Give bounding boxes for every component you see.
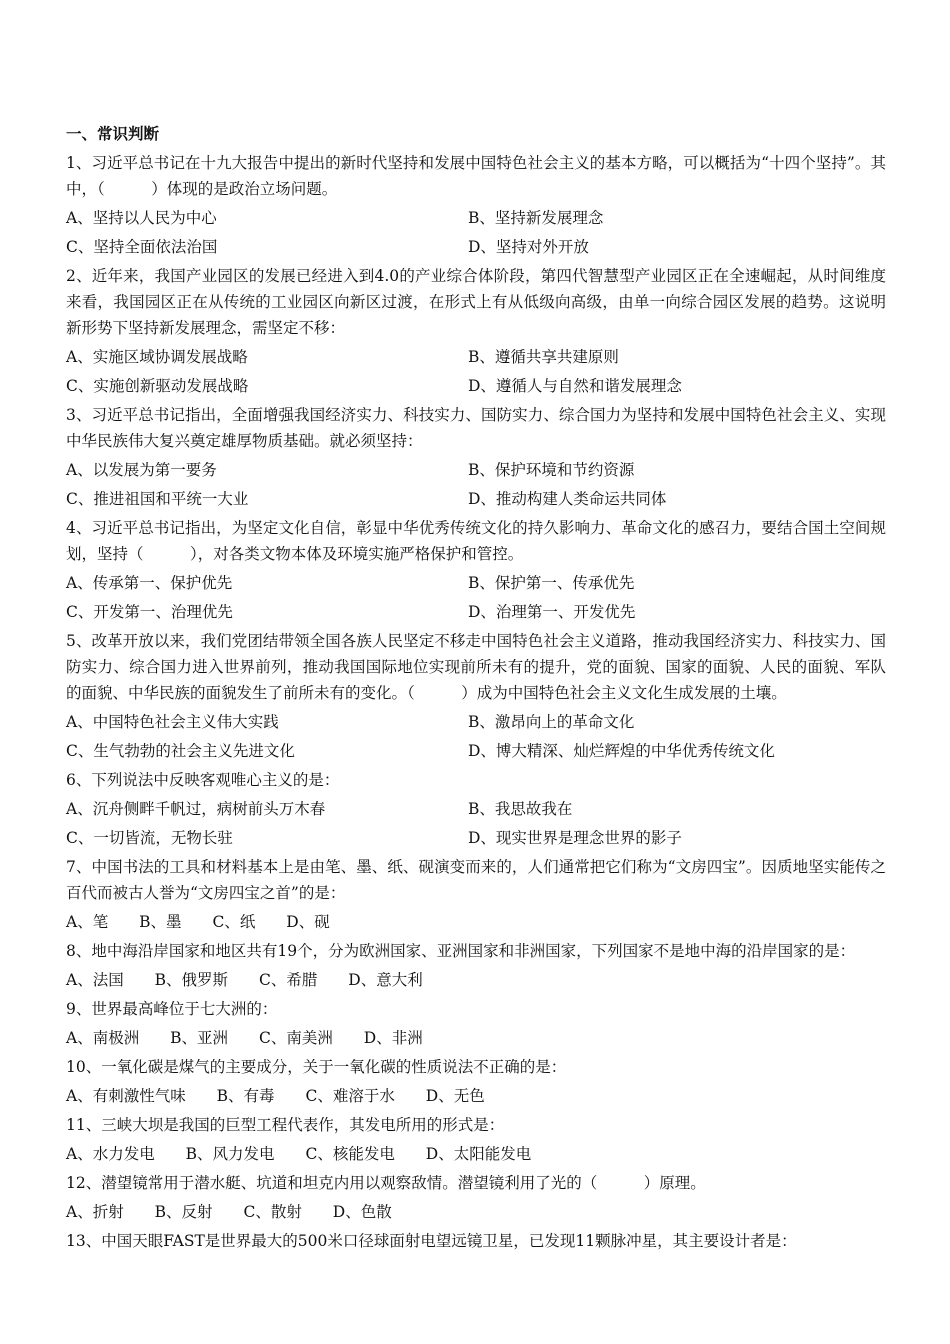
option-a: A、有刺激性气味 bbox=[66, 1087, 186, 1105]
option-c: C、难溶于水 bbox=[305, 1087, 395, 1105]
option-b: B、俄罗斯 bbox=[154, 971, 229, 989]
question-stem: 3、习近平总书记指出，全面增强我国经济实力、科技实力、国防实力、综合国力为坚持和发展中国特色社会主义、实现中华民族伟大复兴奠定雄厚物质基础。就必须坚持： bbox=[66, 406, 886, 450]
question-12 bbox=[66, 1170, 886, 1225]
question-4 bbox=[66, 515, 886, 625]
question-stem: 2、近年来，我国产业园区的发展已经进入到4.0的产业综合体阶段，第四代智慧型产业园区正在全速崛起，从时间维度来看，我国园区正在从传统的工业园区向新区过渡，在形式上有从低级向高级，由单一向综合园区发展的趋势。这说明新形势下坚持新发展理念，需坚定不移： bbox=[66, 267, 886, 337]
question-stem: 8、地中海沿岸国家和地区共有19个，分为欧洲国家、亚洲国家和非洲国家，下列国家不是地中海的沿岸国家的是： bbox=[66, 942, 856, 960]
option-c: C、实施创新驱动发展战略 bbox=[66, 377, 249, 395]
option-b: B、我思故我在 bbox=[468, 800, 573, 818]
option-c: C、坚持全面依法治国 bbox=[66, 238, 218, 256]
option-c: C、散射 bbox=[243, 1203, 302, 1221]
question-5 bbox=[66, 628, 886, 764]
options bbox=[66, 344, 886, 399]
option-b: B、保护环境和节约资源 bbox=[468, 461, 635, 479]
option-a: A、南极洲 bbox=[66, 1029, 140, 1047]
option-b: B、墨 bbox=[139, 913, 182, 931]
question-stem: 12、潜望镜常用于潜水艇、坑道和坦克内用以观察敌情。潜望镜利用了光的（ ）原理。 bbox=[66, 1174, 706, 1192]
question-stem: 11、三峡大坝是我国的巨型工程代表作，其发电所用的形式是： bbox=[66, 1116, 505, 1134]
option-a: A、笔 bbox=[66, 913, 109, 931]
question-8 bbox=[66, 938, 886, 993]
option-b: B、激昂向上的革命文化 bbox=[468, 713, 635, 731]
option-c: C、纸 bbox=[212, 913, 256, 931]
question-10 bbox=[66, 1054, 886, 1109]
option-d: D、非洲 bbox=[363, 1029, 423, 1047]
option-a: A、传承第一、保护优先 bbox=[66, 574, 233, 592]
option-a: A、折射 bbox=[66, 1203, 124, 1221]
options bbox=[66, 457, 886, 512]
option-b: B、保护第一、传承优先 bbox=[468, 574, 635, 592]
option-a: A、沉舟侧畔千帆过，病树前头万木春 bbox=[66, 800, 326, 818]
options bbox=[66, 570, 886, 625]
question-9 bbox=[66, 996, 886, 1051]
question-stem: 7、中国书法的工具和材料基本上是由笔、墨、纸、砚演变而来的，人们通常把它们称为“文房四宝”。因质地坚实能传之百代而被古人誉为“文房四宝之首”的是： bbox=[66, 858, 886, 902]
option-d: D、色散 bbox=[332, 1203, 392, 1221]
options bbox=[66, 909, 886, 935]
options bbox=[66, 1025, 886, 1051]
option-c: C、希腊 bbox=[258, 971, 318, 989]
option-b: B、风力发电 bbox=[185, 1145, 275, 1163]
question-stem: 1、习近平总书记在十九大报告中提出的新时代坚持和发展中国特色社会主义的基本方略，可以概括为“十四个坚持”。其中，（ ）体现的是政治立场问题。 bbox=[66, 154, 886, 198]
option-c: C、开发第一、治理优先 bbox=[66, 603, 233, 621]
option-d: D、博大精深、灿烂辉煌的中华优秀传统文化 bbox=[468, 742, 775, 760]
options bbox=[66, 1199, 886, 1225]
question-3 bbox=[66, 402, 886, 512]
options bbox=[66, 967, 886, 993]
question-2 bbox=[66, 263, 886, 399]
option-d: D、现实世界是理念世界的影子 bbox=[468, 829, 682, 847]
option-a: A、以发展为第一要务 bbox=[66, 461, 217, 479]
options bbox=[66, 709, 886, 764]
option-a: A、中国特色社会主义伟大实践 bbox=[66, 713, 279, 731]
option-c: C、核能发电 bbox=[305, 1145, 395, 1163]
question-stem: 6、下列说法中反映客观唯心主义的是： bbox=[66, 771, 340, 789]
question-7 bbox=[66, 854, 886, 935]
option-d: D、遵循人与自然和谐发展理念 bbox=[468, 377, 682, 395]
option-b: B、有毒 bbox=[216, 1087, 275, 1105]
question-11 bbox=[66, 1112, 886, 1167]
option-c: C、推进祖国和平统一大业 bbox=[66, 490, 249, 508]
option-d: D、砚 bbox=[286, 913, 330, 931]
option-d: D、太阳能发电 bbox=[425, 1145, 532, 1163]
options bbox=[66, 205, 886, 260]
option-b: B、遵循共享共建原则 bbox=[468, 348, 619, 366]
option-b: B、反射 bbox=[154, 1203, 213, 1221]
section-title: 一、常识判断 bbox=[66, 124, 160, 143]
options bbox=[66, 1141, 886, 1167]
option-d: D、治理第一、开发优先 bbox=[468, 603, 636, 621]
question-stem: 4、习近平总书记指出，为坚定文化自信，彰显中华优秀传统文化的持久影响力、革命文化的感召力，要结合国土空间规划，坚持（ ），对各类文物本体及环境实施严格保护和管控。 bbox=[66, 519, 886, 563]
option-d: D、无色 bbox=[425, 1087, 485, 1105]
option-a: A、坚持以人民为中心 bbox=[66, 209, 217, 227]
option-c: C、一切皆流，无物长驻 bbox=[66, 829, 233, 847]
option-a: A、法国 bbox=[66, 971, 124, 989]
option-d: D、坚持对外开放 bbox=[468, 238, 589, 256]
option-d: D、意大利 bbox=[348, 971, 423, 989]
question-6 bbox=[66, 767, 886, 851]
question-13 bbox=[66, 1228, 886, 1254]
question-stem: 13、中国天眼FAST是世界最大的500米口径球面射电望远镜卫星，已发现11颗脉冲星，其主要设计者是： bbox=[66, 1232, 797, 1250]
options bbox=[66, 796, 886, 851]
option-b: B、坚持新发展理念 bbox=[468, 209, 604, 227]
question-1 bbox=[66, 150, 886, 260]
question-stem: 9、世界最高峰位于七大洲的： bbox=[66, 1000, 278, 1018]
option-d: D、推动构建人类命运共同体 bbox=[468, 490, 667, 508]
option-b: B、亚洲 bbox=[170, 1029, 229, 1047]
option-a: A、水力发电 bbox=[66, 1145, 155, 1163]
options bbox=[66, 1083, 886, 1109]
question-stem: 10、一氧化碳是煤气的主要成分，关于一氧化碳的性质说法不正确的是： bbox=[66, 1058, 567, 1076]
option-c: C、南美洲 bbox=[258, 1029, 333, 1047]
option-a: A、实施区域协调发展战略 bbox=[66, 348, 248, 366]
option-c: C、生气勃勃的社会主义先进文化 bbox=[66, 742, 295, 760]
question-stem: 5、改革开放以来，我们党团结带领全国各族人民坚定不移走中国特色社会主义道路，推动我国经济实力、科技实力、国防实力、综合国力进入世界前列，推动我国国际地位实现前所未有的提升，党的面貌、国家的面貌、人民的面貌、军队的面貌、中华民族的面貌发生了前所未有的变化。（ ）成为中国特色社会主义文化生成发展的土壤。 bbox=[66, 632, 886, 702]
